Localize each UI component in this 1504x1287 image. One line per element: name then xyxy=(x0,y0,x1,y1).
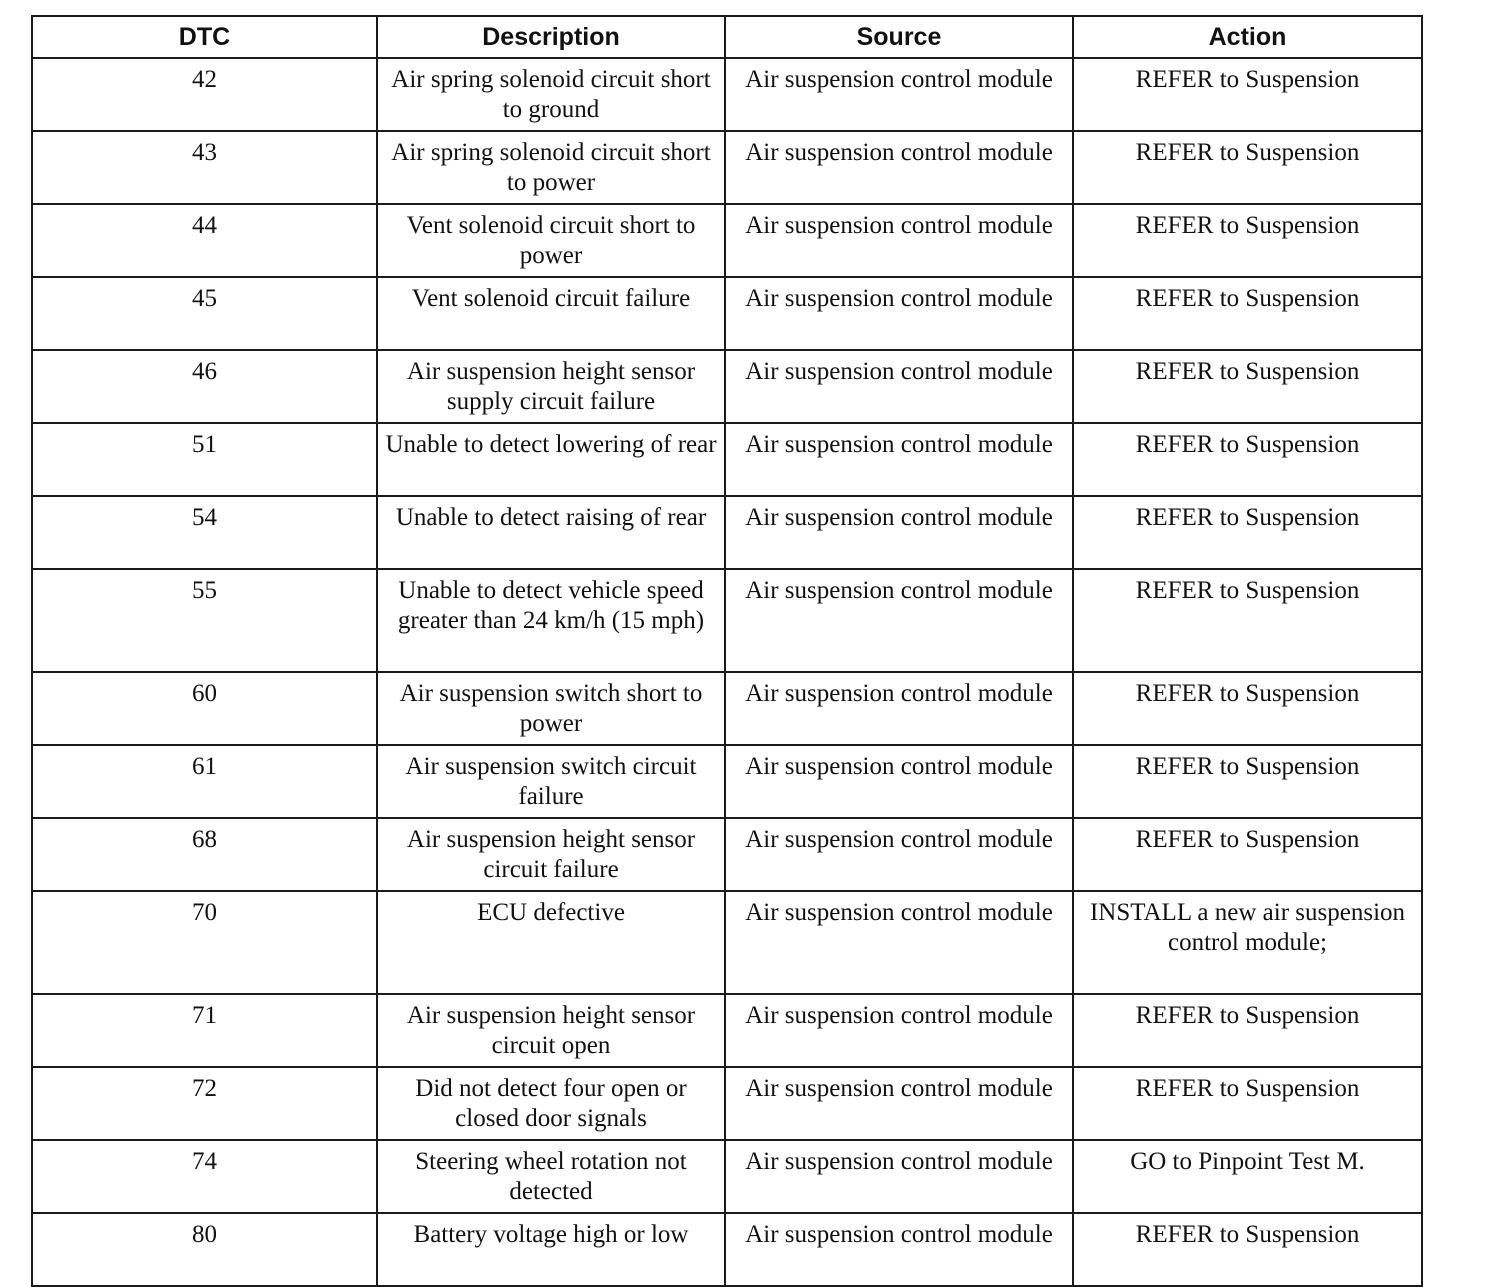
dtc-description: Vent solenoid circuit short to power xyxy=(377,204,725,277)
dtc-description: Air spring solenoid circuit short to ground xyxy=(377,58,725,131)
dtc-code: 71 xyxy=(32,994,377,1067)
dtc-code: 43 xyxy=(32,131,377,204)
table-row xyxy=(32,994,1422,1067)
dtc-code: 42 xyxy=(32,58,377,131)
dtc-code: 74 xyxy=(32,1140,377,1213)
dtc-action: GO to Pinpoint Test M. xyxy=(1073,1140,1422,1213)
dtc-code: 61 xyxy=(32,745,377,818)
dtc-code: 68 xyxy=(32,818,377,891)
dtc-code: 54 xyxy=(32,496,377,569)
dtc-code: 70 xyxy=(32,891,377,994)
dtc-code: 45 xyxy=(32,277,377,350)
table-row xyxy=(32,204,1422,277)
dtc-action: REFER to Suspension xyxy=(1073,496,1422,569)
dtc-source: Air suspension control module xyxy=(725,994,1073,1067)
table-row xyxy=(32,569,1422,672)
table-row xyxy=(32,350,1422,423)
dtc-code: 55 xyxy=(32,569,377,672)
dtc-description: Air suspension switch short to power xyxy=(377,672,725,745)
dtc-description: Did not detect four open or closed door signals xyxy=(377,1067,725,1140)
dtc-source: Air suspension control module xyxy=(725,818,1073,891)
dtc-source: Air suspension control module xyxy=(725,131,1073,204)
dtc-source: Air suspension control module xyxy=(725,350,1073,423)
dtc-source: Air suspension control module xyxy=(725,496,1073,569)
table-row xyxy=(32,1067,1422,1140)
header-dtc: DTC xyxy=(32,16,377,58)
dtc-description: Air suspension switch circuit failure xyxy=(377,745,725,818)
dtc-source: Air suspension control module xyxy=(725,745,1073,818)
dtc-code: 51 xyxy=(32,423,377,496)
header-action: Action xyxy=(1073,16,1422,58)
table-row xyxy=(32,672,1422,745)
dtc-action: REFER to Suspension xyxy=(1073,1213,1422,1286)
dtc-description: Air suspension height sensor circuit open xyxy=(377,994,725,1067)
table-row xyxy=(32,277,1422,350)
table-row xyxy=(32,1140,1422,1213)
dtc-source: Air suspension control module xyxy=(725,277,1073,350)
dtc-table xyxy=(31,15,1423,1287)
dtc-action: REFER to Suspension xyxy=(1073,672,1422,745)
dtc-source: Air suspension control module xyxy=(725,1067,1073,1140)
table-row xyxy=(32,891,1422,994)
dtc-action: REFER to Suspension xyxy=(1073,131,1422,204)
dtc-action: REFER to Suspension xyxy=(1073,204,1422,277)
dtc-source: Air suspension control module xyxy=(725,1213,1073,1286)
table-row xyxy=(32,131,1422,204)
dtc-code: 80 xyxy=(32,1213,377,1286)
dtc-description: Steering wheel rotation not detected xyxy=(377,1140,725,1213)
dtc-source: Air suspension control module xyxy=(725,423,1073,496)
dtc-source: Air suspension control module xyxy=(725,58,1073,131)
dtc-source: Air suspension control module xyxy=(725,891,1073,994)
dtc-code: 46 xyxy=(32,350,377,423)
dtc-source: Air suspension control module xyxy=(725,569,1073,672)
dtc-description: Unable to detect raising of rear xyxy=(377,496,725,569)
table-row xyxy=(32,1213,1422,1286)
dtc-description: Air suspension height sensor supply circuit failure xyxy=(377,350,725,423)
table-row xyxy=(32,496,1422,569)
dtc-code: 72 xyxy=(32,1067,377,1140)
dtc-description: Vent solenoid circuit failure xyxy=(377,277,725,350)
dtc-description: ECU defective xyxy=(377,891,725,994)
dtc-action: REFER to Suspension xyxy=(1073,818,1422,891)
dtc-description: Unable to detect lowering of rear xyxy=(377,423,725,496)
dtc-source: Air suspension control module xyxy=(725,204,1073,277)
dtc-source: Air suspension control module xyxy=(725,672,1073,745)
dtc-action: REFER to Suspension xyxy=(1073,58,1422,131)
table-row xyxy=(32,423,1422,496)
dtc-description: Air spring solenoid circuit short to power xyxy=(377,131,725,204)
dtc-description: Unable to detect vehicle speed greater than 24 km/h (15 mph) xyxy=(377,569,725,672)
table-row xyxy=(32,58,1422,131)
dtc-description: Air suspension height sensor circuit failure xyxy=(377,818,725,891)
dtc-code: 44 xyxy=(32,204,377,277)
table-row xyxy=(32,745,1422,818)
header-row xyxy=(32,16,1422,58)
dtc-action: REFER to Suspension xyxy=(1073,569,1422,672)
dtc-action: REFER to Suspension xyxy=(1073,277,1422,350)
dtc-action: REFER to Suspension xyxy=(1073,350,1422,423)
header-description: Description xyxy=(377,16,725,58)
dtc-code: 60 xyxy=(32,672,377,745)
dtc-description: Battery voltage high or low xyxy=(377,1213,725,1286)
table-row xyxy=(32,818,1422,891)
dtc-action: INSTALL a new air suspension control module; xyxy=(1073,891,1422,994)
header-source: Source xyxy=(725,16,1073,58)
dtc-action: REFER to Suspension xyxy=(1073,745,1422,818)
dtc-source: Air suspension control module xyxy=(725,1140,1073,1213)
dtc-action: REFER to Suspension xyxy=(1073,1067,1422,1140)
dtc-action: REFER to Suspension xyxy=(1073,423,1422,496)
dtc-action: REFER to Suspension xyxy=(1073,994,1422,1067)
